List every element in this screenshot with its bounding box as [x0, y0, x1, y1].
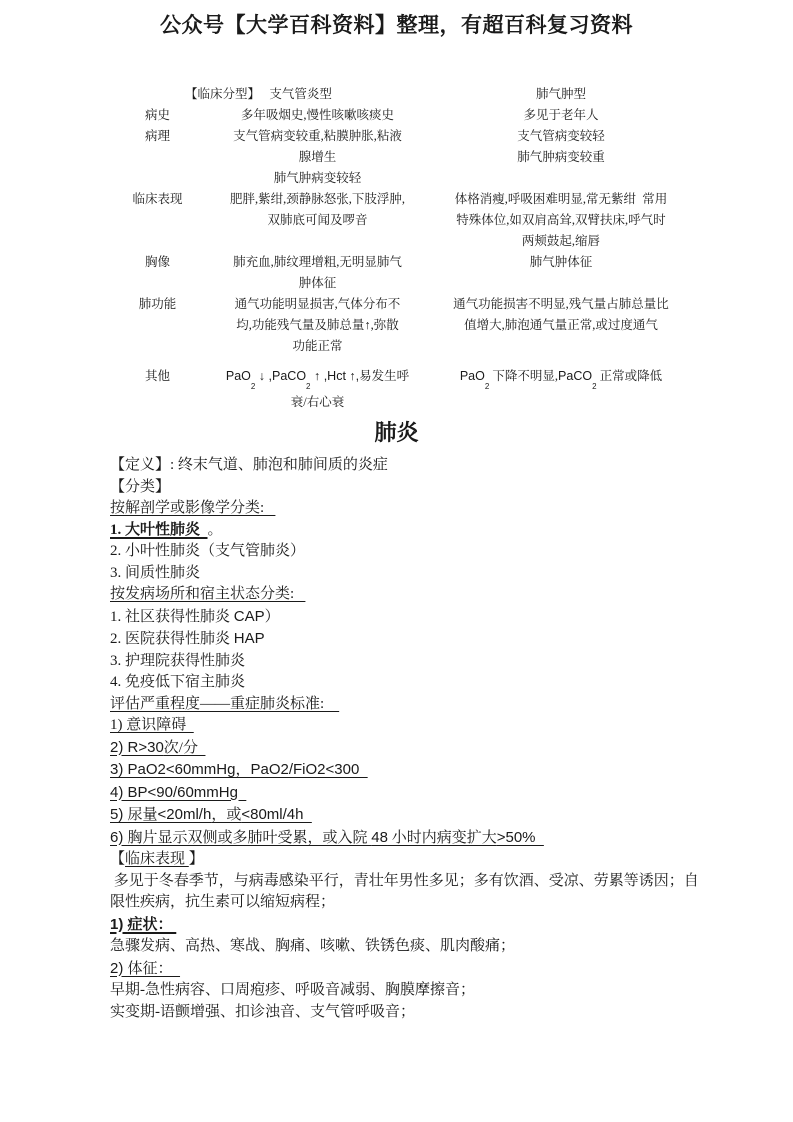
- table-col2-cell: [430, 363, 692, 389]
- list-item-lobar: 1. 大叶性肺炎 。: [110, 521, 223, 538]
- cell-line: 体格消瘦,呼吸困难明显,常无紫绀 常用: [454, 192, 668, 206]
- table-label-cell: [110, 252, 205, 273]
- cell-line: 胸像: [144, 255, 170, 269]
- cell-line: 肺气肿体征: [529, 255, 593, 269]
- cell-line: 功能正常: [292, 339, 343, 353]
- symptoms-heading: 1) 症状：: [110, 915, 177, 933]
- table-col1-cell: [205, 294, 430, 357]
- cell-line: 肿体征: [298, 276, 337, 290]
- criterion-4: 4) BP<90/60mmHg: [110, 783, 247, 801]
- criterion-1: 1) 意识障碍: [110, 717, 194, 733]
- cell-line: 衰/右心衰: [290, 395, 345, 409]
- setting-classification-heading: 按发病场所和宿主状态分类:: [110, 586, 306, 602]
- cell-line: 通气功能明显损害,气体分布不: [234, 297, 401, 311]
- cell-line: 病史: [144, 108, 170, 122]
- cell-line: 两颊鼓起,缩唇: [521, 234, 601, 248]
- list-item-cap: 1. 社区获得性肺炎 CAP）: [110, 607, 280, 625]
- table-label-cell: [110, 105, 205, 126]
- cell-line: 肥胖,紫绀,颈静脉怒张,下肢浮肿,: [229, 192, 405, 206]
- row-history: [110, 105, 793, 126]
- table-label-cell: [110, 126, 205, 147]
- cell-line: 肺气肿型: [535, 87, 586, 101]
- cell-line: 双肺底可闻及啰音: [267, 213, 368, 227]
- cell-line: 特殊体位,如双肩高耸,双臂扶床,呼气时: [456, 213, 666, 227]
- cell-line: 值增大,肺泡通气量正常,或过度通气: [464, 318, 658, 332]
- clinical-type-table: [110, 84, 793, 415]
- table-label-cell: [110, 189, 205, 210]
- table-col1-cell: [205, 252, 430, 294]
- row-pathology: [110, 126, 793, 189]
- paragraph-line-2: 限性疾病，抗生素可以缩短病程；: [110, 894, 336, 910]
- paragraph-line-1: 多见于冬春季节，与病毒感染平行，青壮年男性多见；多有饮酒、受凉、劳累等诱因；自: [110, 872, 699, 889]
- signs-early-line: 早期-急性病容、口周疱疹、呼吸音减弱、胸膜摩擦音；: [110, 982, 475, 998]
- row-lung-function: [110, 294, 793, 357]
- list-item-immunocompromised: 4. 免疫低下宿主肺炎: [110, 674, 246, 690]
- pneumonia-title: 肺炎: [374, 420, 419, 445]
- table-col2-cell: [430, 294, 692, 336]
- cell-line: 支气管病变较重,粘膜肿胀,粘液: [233, 129, 402, 143]
- cell-line: 肺气肿病变较轻: [273, 171, 362, 185]
- table-col2-cell: [430, 84, 692, 105]
- document-header: 公众号【大学百科资料】整理，有超百科复习资料: [160, 13, 633, 37]
- criterion-6: 6) 胸片显示双侧或多肺叶受累，或入院 48 小时内病变扩大>50%: [110, 828, 544, 846]
- classification-heading: 【分类】: [110, 478, 171, 495]
- cell-line: 腺增生: [298, 150, 337, 164]
- anatomy-classification-heading: 按解剖学或影像学分类:: [110, 500, 276, 516]
- cell-line: 通气功能损害不明显,残气量占肺总量比: [453, 297, 669, 311]
- symptoms-line: 急骤发病、高热、寒战、胸痛、咳嗽、铁锈色痰、肌肉酸痛；: [110, 938, 516, 954]
- cell-line: 肺气肿病变较重: [517, 150, 605, 164]
- table-col2-cell: [430, 252, 692, 273]
- list-item-nursing-home: 3. 护理院获得性肺炎: [110, 652, 246, 669]
- cell-line: 其他: [144, 369, 170, 383]
- criterion-5: 5) 尿量<20ml/h，或<80ml/4h: [110, 806, 312, 823]
- row-chest-image: [110, 252, 793, 294]
- table-col2-cell: [430, 105, 692, 126]
- severity-heading: 评估严重程度——重症肺炎标准:: [110, 695, 340, 712]
- table-col1-cell: [185, 84, 430, 105]
- document-body: [110, 455, 710, 1023]
- signs-consolidation-line: 实变期-语颤增强、扣诊浊音、支气管呼吸音；: [110, 1003, 415, 1020]
- cell-line: 病理: [144, 129, 170, 143]
- table-col1-cell: [205, 126, 430, 189]
- criterion-3: 3) PaO2<60mmHg，PaO2/FiO2<300: [110, 761, 368, 778]
- table-col1-cell: [205, 363, 430, 415]
- list-item-lobular: 2. 小叶性肺炎（支气管肺炎）: [110, 543, 306, 559]
- cell-line: 肺充血,肺纹理增粗,无明显肺气: [233, 255, 402, 269]
- table-col2-cell: [430, 126, 692, 168]
- row-clinical-manifestation: [110, 189, 793, 252]
- table-label-cell: [110, 294, 205, 315]
- clinical-manifestation-heading: 【临床表现 】: [110, 851, 204, 867]
- table-col1-cell: [205, 189, 430, 231]
- cell-line: 多见于老年人: [523, 108, 599, 122]
- list-item-hap: 2. 医院获得性肺炎 HAP: [110, 630, 265, 647]
- cell-line: 临床表现: [132, 192, 183, 206]
- signs-heading: 2) 体征：: [110, 959, 181, 977]
- table-col1-cell: [205, 105, 430, 126]
- row-other: [110, 363, 793, 415]
- table-col2-cell: [430, 189, 692, 252]
- definition-line: 【定义】: 终末气道、肺泡和肺间质的炎症: [110, 457, 388, 473]
- cell-line: 肺功能: [138, 297, 177, 311]
- cell-line: PaO$_2$ ↓ ,PaCO$_2$ ↑ ,Hct ↑,易发生呼: [225, 369, 410, 391]
- cell-line: 多年吸烟史,慢性咳嗽咳痰史: [240, 108, 395, 122]
- table-label-cell: [110, 363, 205, 389]
- cell-line: PaO$_2$ 下降不明显,PaCO$_2$ 正常或降低: [459, 369, 663, 391]
- table-header-row: [110, 84, 793, 105]
- criterion-2: 2) R>30次/分: [110, 738, 206, 756]
- cell-line: 【临床分型】 支气管炎型: [185, 87, 332, 101]
- cell-line: 支气管病变较轻: [517, 129, 605, 143]
- cell-line: 均,功能残气量及肺总量↑,弥散: [236, 318, 399, 332]
- list-item-interstitial: 3. 间质性肺炎: [110, 564, 201, 581]
